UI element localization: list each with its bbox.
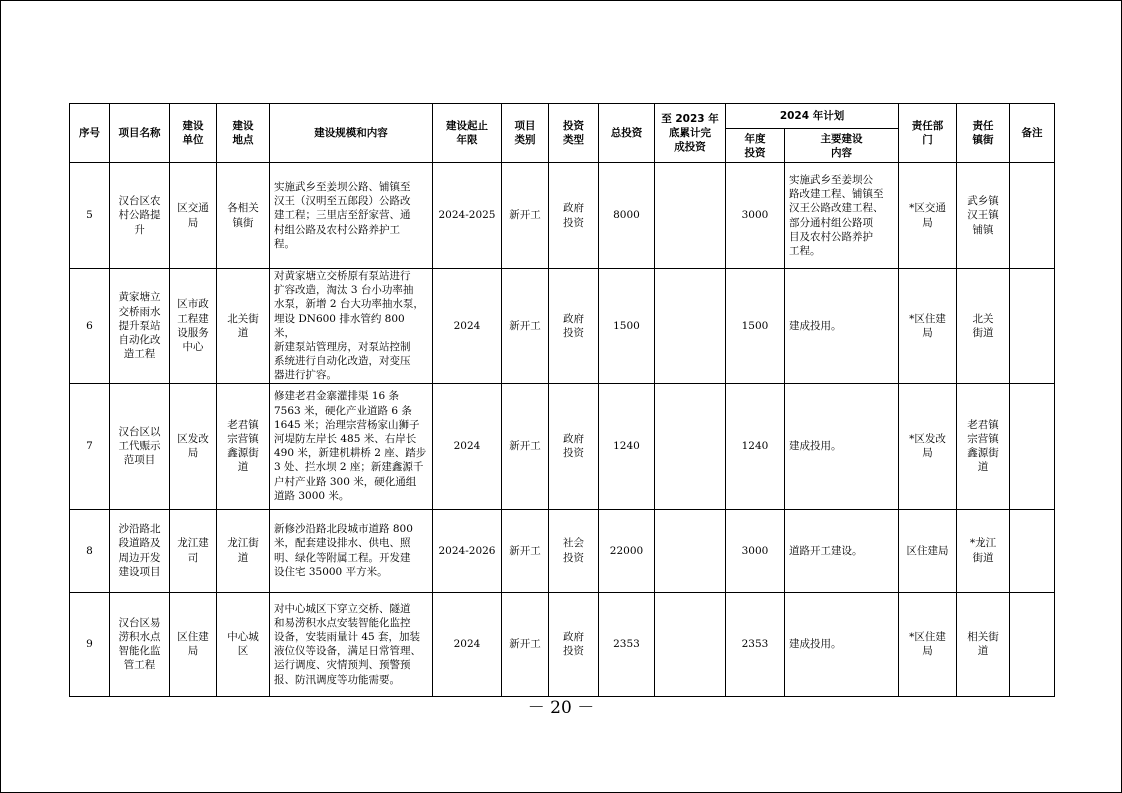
cell-unit: 区市政 工程建 设服务 中心 — [170, 269, 217, 384]
cell-total: 1500 — [599, 269, 655, 384]
cell-invest-type: 政府 投资 — [549, 383, 599, 509]
cell-period: 2024-2026 — [433, 509, 502, 592]
cell-seq: 8 — [70, 509, 110, 592]
cell-name: 汉台区易 涝积水点 智能化监 管工程 — [110, 592, 170, 696]
cell-seq: 5 — [70, 163, 110, 269]
cell-main-content: 建成投用。 — [785, 592, 899, 696]
header-category: 项目 类别 — [502, 104, 549, 163]
cell-location: 龙江街 道 — [217, 509, 270, 592]
header-cumulative: 至 2023 年 底累计完 成投资 — [655, 104, 726, 163]
cell-dept: 区住建局 — [899, 509, 957, 592]
cell-category: 新开工 — [502, 383, 549, 509]
cell-dept: *区发改 局 — [899, 383, 957, 509]
header-dept: 责任部 门 — [899, 104, 957, 163]
cell-main-content: 建成投用。 — [785, 383, 899, 509]
cell-period: 2024 — [433, 592, 502, 696]
header-location: 建设 地点 — [217, 104, 270, 163]
cell-remark — [1010, 509, 1055, 592]
header-seq: 序号 — [70, 104, 110, 163]
cell-period: 2024-2025 — [433, 163, 502, 269]
cell-category: 新开工 — [502, 163, 549, 269]
table-row — [70, 509, 1055, 592]
header-unit: 建设 单位 — [170, 104, 217, 163]
header-plan-2024: 2024 年计划 — [726, 104, 899, 129]
cell-name: 汉台区以 工代赈示 范项目 — [110, 383, 170, 509]
cell-dept: *区交通 局 — [899, 163, 957, 269]
cell-total: 8000 — [599, 163, 655, 269]
table-row — [70, 163, 1055, 269]
cell-location: 老君镇 宗营镇 鑫源街 道 — [217, 383, 270, 509]
cell-cumulative — [655, 509, 726, 592]
cell-category: 新开工 — [502, 509, 549, 592]
cell-location: 各相关 镇街 — [217, 163, 270, 269]
cell-cumulative — [655, 383, 726, 509]
cell-main-content: 实施武乡至姜坝公 路改建工程、铺镇至 汉王公路改建工程、 部分通村组公路项 目及农村公路养护 工程。 — [785, 163, 899, 269]
cell-scale: 修建老君金寨灌排渠 16 条 7563 米，硬化产业道路 6 条 1645 米；治理宗营杨家山狮子 河堤防左岸长 485 米、右岸长 490 米，新建机耕桥 2 座、踏步 3 处、拦水坝 2 座；新建鑫源千 户村产业路 300 米，硬化通组 道路 3000 米。 — [270, 383, 433, 509]
cell-total: 2353 — [599, 592, 655, 696]
cell-unit: 区住建 局 — [170, 592, 217, 696]
cell-dept: *区住建 局 — [899, 269, 957, 384]
cell-name: 沙沿路北 段道路及 周边开发 建设项目 — [110, 509, 170, 592]
cell-period: 2024 — [433, 269, 502, 384]
header-annual: 年度 投资 — [726, 129, 785, 163]
cell-category: 新开工 — [502, 592, 549, 696]
cell-unit: 区交通 局 — [170, 163, 217, 269]
cell-remark — [1010, 592, 1055, 696]
cell-location: 中心城 区 — [217, 592, 270, 696]
cell-town: 北关 街道 — [957, 269, 1010, 384]
cell-annual: 3000 — [726, 509, 785, 592]
page-number: － 20 － — [527, 698, 595, 718]
header-row-1 — [70, 104, 1055, 129]
cell-main-content: 道路开工建设。 — [785, 509, 899, 592]
header-total: 总投资 — [599, 104, 655, 163]
cell-seq: 7 — [70, 383, 110, 509]
cell-seq: 6 — [70, 269, 110, 384]
cell-name: 汉台区农 村公路提 升 — [110, 163, 170, 269]
cell-town: 相关街 道 — [957, 592, 1010, 696]
cell-cumulative — [655, 592, 726, 696]
cell-scale: 对中心城区下穿立交桥、隧道 和易涝积水点安装智能化监控 设备，安装雨量计 45 套，加装 液位仪等设备，满足日常管理、 运行调度、灾情预判、预警预 报、防汛调度等功能需要。 — [270, 592, 433, 696]
cell-scale: 对黄家塘立交桥原有泵站进行 扩容改造，淘汰 3 台小功率抽 水泵，新增 2 台大功率抽水泵， 埋设 DN600 排水管约 800 米， 新建泵站管理房，对泵站控制 系统进行自动化改造，对变压 器进行扩容。 — [270, 269, 433, 384]
cell-location: 北关街 道 — [217, 269, 270, 384]
cell-invest-type: 政府 投资 — [549, 592, 599, 696]
cell-cumulative — [655, 269, 726, 384]
table-row — [70, 592, 1055, 696]
project-table — [69, 103, 1055, 697]
cell-invest-type: 政府 投资 — [549, 163, 599, 269]
cell-remark — [1010, 383, 1055, 509]
table-body — [70, 163, 1055, 697]
header-main-content: 主要建设 内容 — [785, 129, 899, 163]
cell-name: 黄家塘立 交桥雨水 提升泵站 自动化改 造工程 — [110, 269, 170, 384]
header-invest-type: 投资 类型 — [549, 104, 599, 163]
cell-town: 武乡镇 汉王镇 铺镇 — [957, 163, 1010, 269]
cell-remark — [1010, 163, 1055, 269]
cell-town: *龙江 街道 — [957, 509, 1010, 592]
cell-annual: 3000 — [726, 163, 785, 269]
cell-remark — [1010, 269, 1055, 384]
cell-total: 22000 — [599, 509, 655, 592]
cell-annual: 2353 — [726, 592, 785, 696]
cell-cumulative — [655, 163, 726, 269]
table-row — [70, 269, 1055, 384]
cell-town: 老君镇 宗营镇 鑫源街 道 — [957, 383, 1010, 509]
cell-unit: 龙江建 司 — [170, 509, 217, 592]
header-name: 项目名称 — [110, 104, 170, 163]
cell-total: 1240 — [599, 383, 655, 509]
header-remark: 备注 — [1010, 104, 1055, 163]
cell-annual: 1240 — [726, 383, 785, 509]
cell-seq: 9 — [70, 592, 110, 696]
cell-scale: 实施武乡至姜坝公路、铺镇至 汉王（汉明至五郎段）公路改 建工程；三里店至舒家营、通 村组公路及农村公路养护工 程。 — [270, 163, 433, 269]
cell-category: 新开工 — [502, 269, 549, 384]
cell-invest-type: 社会 投资 — [549, 509, 599, 592]
cell-main-content: 建成投用。 — [785, 269, 899, 384]
table-row — [70, 383, 1055, 509]
cell-dept: *区住建 局 — [899, 592, 957, 696]
header-period: 建设起止 年限 — [433, 104, 502, 163]
cell-scale: 新修沙沿路北段城市道路 800 米，配套建设排水、供电、照 明、绿化等附属工程。开发建 设住宅 35000 平方米。 — [270, 509, 433, 592]
cell-invest-type: 政府 投资 — [549, 269, 599, 384]
cell-unit: 区发改 局 — [170, 383, 217, 509]
cell-annual: 1500 — [726, 269, 785, 384]
cell-period: 2024 — [433, 383, 502, 509]
header-town: 责任 镇街 — [957, 104, 1010, 163]
header-scale: 建设规模和内容 — [270, 104, 433, 163]
